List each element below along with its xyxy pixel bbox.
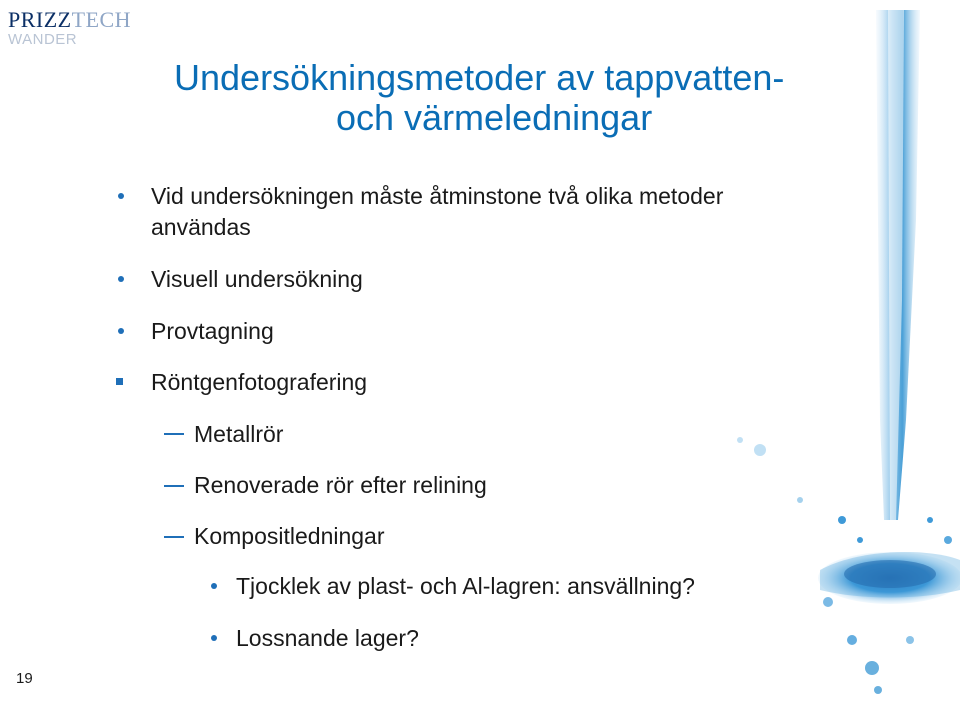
bullet-dash-icon: [164, 433, 184, 435]
logo-subline: WANDER: [8, 31, 78, 48]
bullet-dot-icon: [118, 193, 124, 199]
bullet-text: Vid undersökningen måste åtminstone två olika metoder: [151, 183, 724, 209]
bullet-text: Lossnande lager?: [236, 625, 419, 651]
slide-title: [174, 58, 874, 138]
bullet-text: Renoverade rör efter relining: [194, 472, 487, 498]
bullet-text: Metallrör: [194, 421, 284, 447]
bullet-dot-icon: [118, 276, 124, 282]
bullet-dash-icon: [164, 536, 184, 538]
title-line-2: och värmeledningar: [336, 97, 653, 138]
logo-wordmark: PRIZZTECH: [8, 7, 132, 32]
company-logo: [8, 8, 131, 48]
bullet-text: Röntgenfotografering: [151, 369, 368, 395]
bullet-dot-icon: [211, 583, 217, 589]
bullet-text: Tjocklek av plast- och Al-lagren: ansvällning?: [236, 573, 695, 599]
bullet-text: Provtagning: [151, 318, 274, 344]
bullet-dot-icon: [211, 635, 217, 641]
bullet-text-continuation: användas: [151, 214, 251, 240]
bullet-dot-icon: [118, 328, 124, 334]
bullet-square-icon: [116, 378, 123, 385]
title-line-1: Undersökningsmetoder av tappvatten-: [174, 57, 785, 98]
bullet-dash-icon: [164, 485, 184, 487]
bullet-text: Kompositledningar: [194, 523, 385, 549]
page-number: 19: [16, 670, 33, 687]
bullet-text: Visuell undersökning: [151, 266, 363, 292]
